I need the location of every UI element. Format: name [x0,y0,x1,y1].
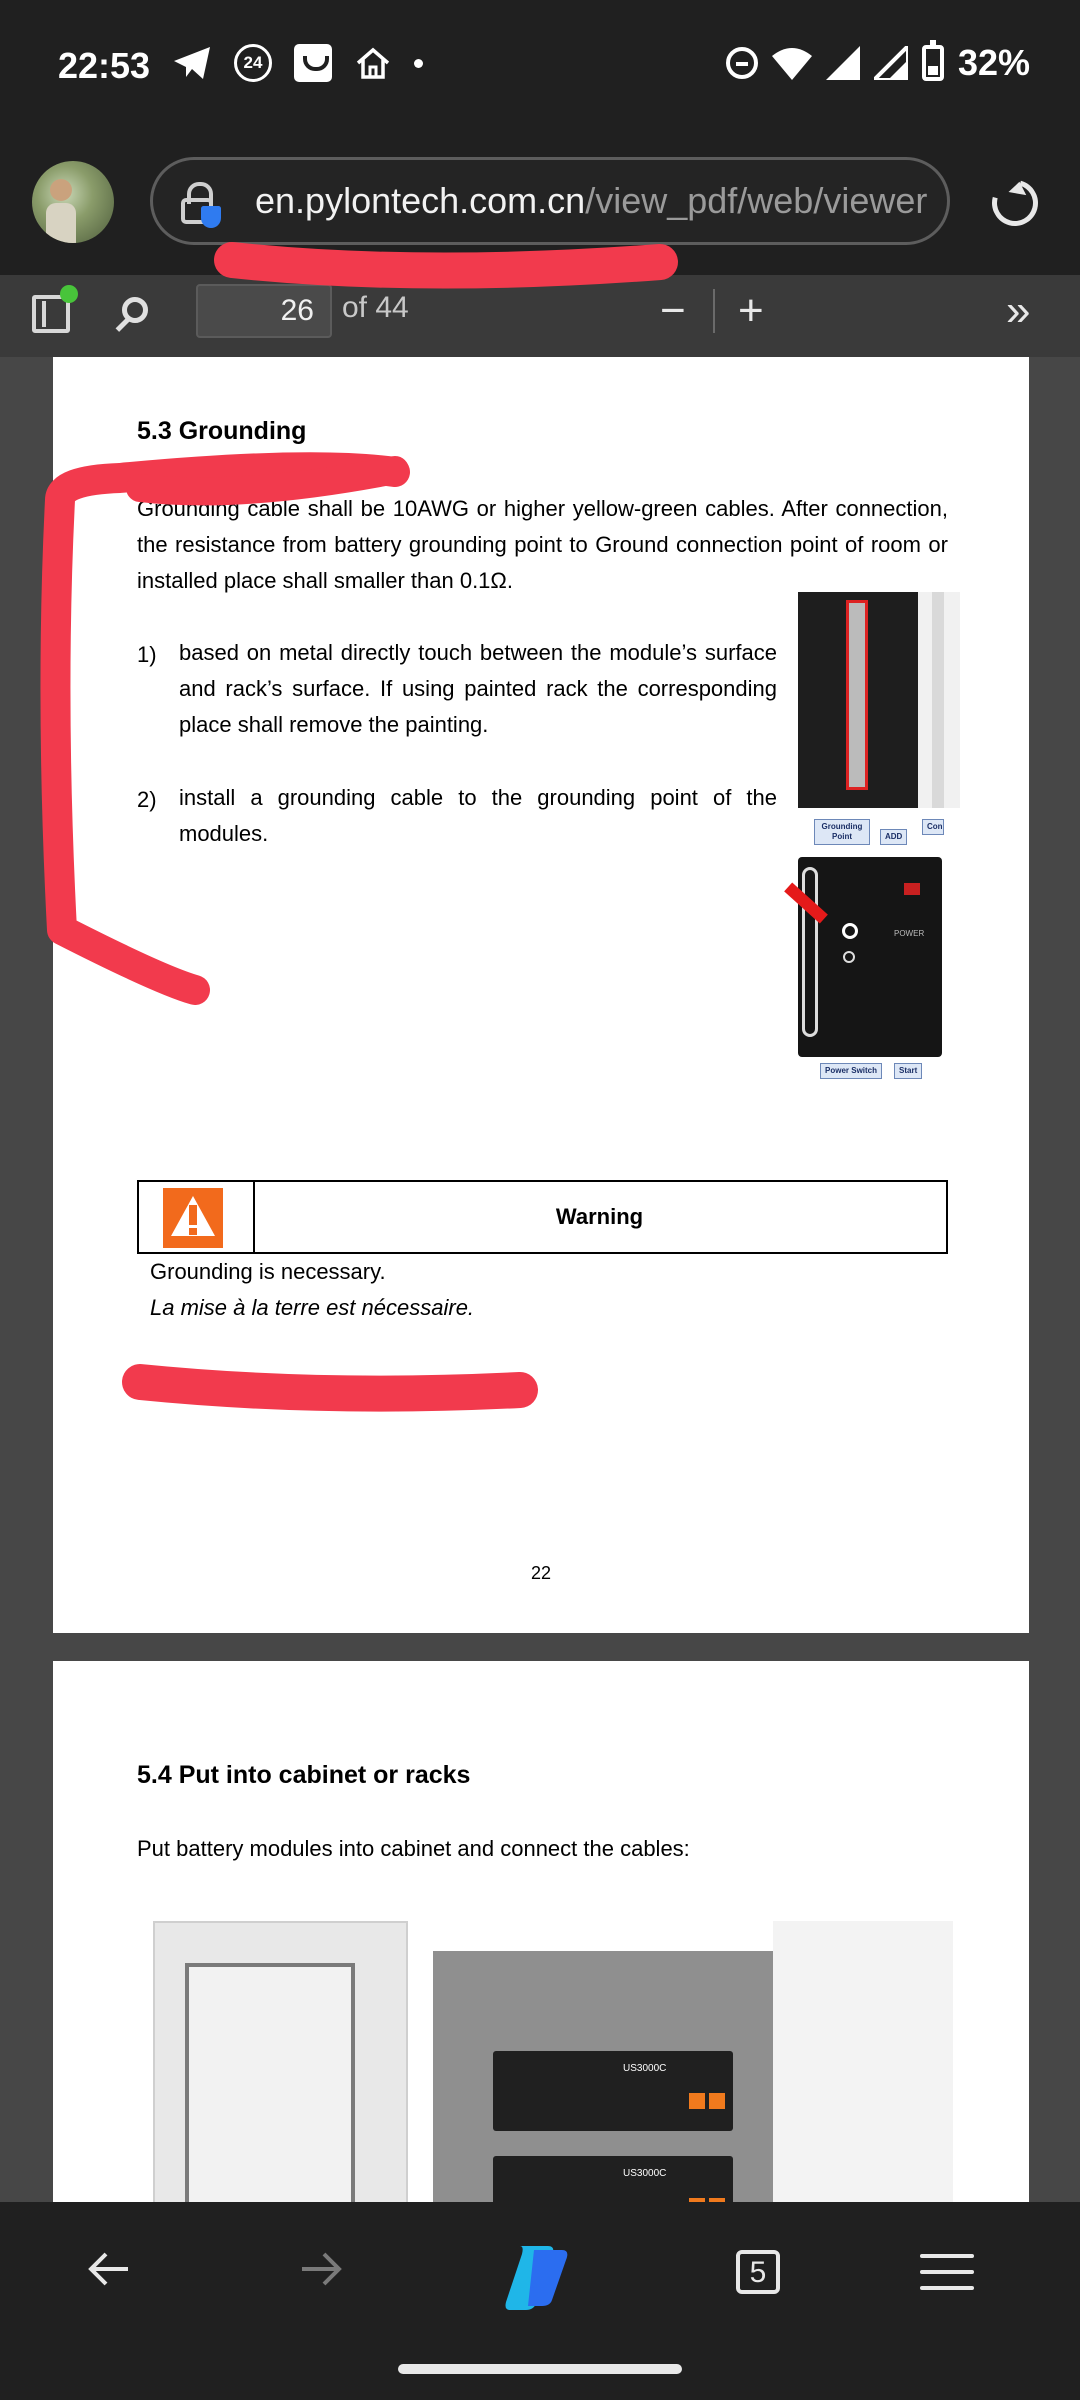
system-icons [726,42,1030,84]
more-notifications-dot [414,59,423,68]
notification-count-icon: 24 [234,44,272,82]
home-indicator[interactable] [398,2364,682,2374]
wifi-icon [772,46,812,80]
tabs-button[interactable]: 5 [736,2250,780,2294]
url-text[interactable] [255,180,935,222]
url-field[interactable] [150,157,950,245]
back-button[interactable] [84,2242,134,2307]
grounding-intro-text: Grounding cable shall be 10AWG or higher yellow-green cables. After connection, the resistance from battery grounding point to Ground connection point of room or installed place shall smaller than 0.1Ω. [137,496,948,593]
telegram-icon [172,45,212,81]
cabinet-figure [153,1921,953,2202]
section-heading: 5.3 Grounding [137,417,307,445]
figure-label: Con [922,819,944,835]
warning-box [137,1180,948,1254]
figure-label: POWER [894,929,925,938]
home-icon [354,45,392,81]
status-dot [60,285,78,303]
section-heading: 5.4 Put into cabinet or racks [137,1761,471,1789]
menu-icon[interactable] [920,2254,974,2290]
profile-avatar[interactable] [32,161,114,243]
list-number: 1) [137,642,157,667]
notification-icons [172,44,423,82]
figure-label: ADD [880,829,907,845]
pdf-viewport[interactable] [0,357,1080,2202]
figure-label: Power Switch [820,1063,882,1079]
url-path: /view_pdf/web/viewer [585,180,928,221]
pdf-toolbar [0,275,1080,359]
reload-icon[interactable] [984,172,1047,235]
pdf-page [53,357,1029,1633]
warning-icon-cell [139,1182,255,1252]
more-tools-button[interactable]: » [1006,286,1031,335]
page-number-input[interactable]: 26 [196,284,332,338]
battery-percent: 32% [957,42,1030,83]
list-number: 2) [137,787,157,812]
status-time: 22:53 [58,45,151,86]
battery-icon [922,45,944,81]
battery-model-label: US3000C [623,2168,667,2179]
warning-text-fr: La mise à la terre est nécessaire. [150,1295,475,1320]
signal-2-icon [874,46,908,80]
warning-title: Warning [555,1204,644,1229]
battery-module-image [493,2051,733,2131]
signal-icon [826,46,860,80]
arrow-left-icon [84,2244,134,2294]
lock-shield-icon[interactable] [181,182,215,222]
warning-text-en: Grounding is necessary. [150,1259,386,1284]
zoom-separator [713,289,715,333]
status-bar [0,0,1080,135]
grounding-point-figure [798,817,942,1077]
arrow-right-icon [296,2244,346,2294]
forward-button[interactable] [296,2242,346,2307]
figure-label: Start [894,1063,922,1079]
shopping-bag-icon [294,44,332,82]
copilot-icon [500,2240,580,2314]
figure-label: Grounding Point [814,819,870,845]
page-number: 22 [530,1563,552,1583]
list-item-text: based on metal directly touch between the module’s surface and rack’s surface. If using painted rack the corresponding place shall remove the painting. [179,640,777,737]
battery-module-image [798,857,942,1057]
zoom-out-button[interactable]: − [660,286,686,335]
pdf-page [53,1661,1029,2202]
page-count-label: of 44 [342,291,409,324]
copilot-button[interactable] [500,2240,580,2314]
zoom-in-button[interactable]: + [738,286,764,335]
cabinet-text: Put battery modules into cabinet and connect the cables: [137,1836,690,1861]
do-not-disturb-icon [726,47,758,79]
battery-model-label: US3000C [623,2063,667,2074]
rack-figure [798,592,960,808]
list-item-text: install a grounding cable to the grounding point of the modules. [179,785,777,846]
search-icon[interactable] [122,297,148,323]
url-domain: en.pylontech.com.cn [255,180,586,221]
browser-address-bar [0,135,1080,275]
battery-module-image [493,2156,733,2202]
warning-icon [163,1188,223,1248]
